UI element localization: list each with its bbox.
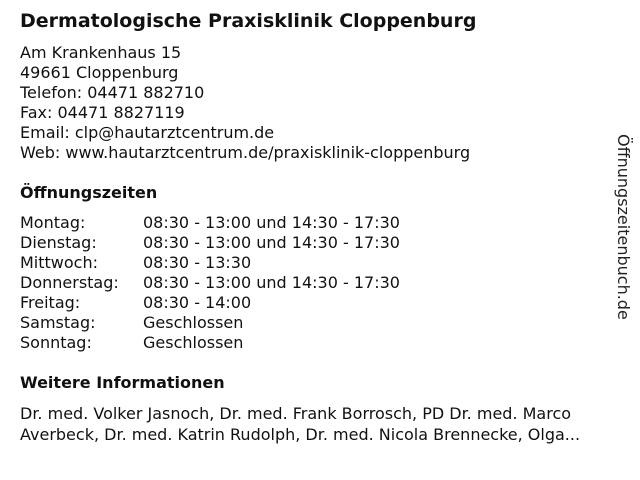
opening-hours-heading: Öffnungszeiten <box>20 183 158 202</box>
day-label: Samstag: <box>20 313 96 332</box>
address-block <box>20 43 470 163</box>
further-info-text <box>20 403 632 445</box>
day-label: Mittwoch: <box>20 253 98 272</box>
hours-row-wednesday <box>20 253 400 273</box>
opening-hours-table <box>20 213 400 353</box>
email-line: Email: clp@hautarztcentrum.de <box>20 123 275 142</box>
hours-row-friday <box>20 293 400 313</box>
clinic-name: Dermatologische Praxisklinik Cloppenburg <box>20 10 477 32</box>
phone-line: Telefon: 04471 882710 <box>20 83 205 102</box>
day-label: Freitag: <box>20 293 81 312</box>
city-line: 49661 Cloppenburg <box>20 63 179 82</box>
further-info-line: Dr. med. Volker Jasnoch, Dr. med. Frank Borrosch, PD Dr. med. Marco <box>20 404 572 423</box>
hours-row-thursday <box>20 273 400 293</box>
day-label: Donnerstag: <box>20 273 119 292</box>
fax-line: Fax: 04471 8827119 <box>20 103 185 122</box>
hours-value: 08:30 - 13:30 <box>143 253 252 272</box>
hours-value: 08:30 - 13:00 und 14:30 - 17:30 <box>143 233 400 252</box>
further-info-line: Averbeck, Dr. med. Katrin Rudolph, Dr. med. Nicola Brennecke, Olga... <box>20 425 581 444</box>
hours-value: 08:30 - 13:00 und 14:30 - 17:30 <box>143 273 400 292</box>
hours-row-tuesday <box>20 233 400 253</box>
hours-value: Geschlossen <box>143 313 244 332</box>
hours-row-sunday <box>20 333 400 353</box>
hours-row-saturday <box>20 313 400 333</box>
watermark-label: Öffnungszeitenbuch.de <box>614 134 633 320</box>
day-label: Sonntag: <box>20 333 92 352</box>
hours-value: 08:30 - 14:00 <box>143 293 252 312</box>
street-line: Am Krankenhaus 15 <box>20 43 182 62</box>
hours-value: 08:30 - 13:00 und 14:30 - 17:30 <box>143 213 400 232</box>
further-info-heading: Weitere Informationen <box>20 373 225 392</box>
day-label: Dienstag: <box>20 233 97 252</box>
hours-row-monday <box>20 213 400 233</box>
web-line: Web: www.hautarztcentrum.de/praxisklinik-cloppenburg <box>20 143 471 162</box>
day-label: Montag: <box>20 213 86 232</box>
hours-value: Geschlossen <box>143 333 244 352</box>
